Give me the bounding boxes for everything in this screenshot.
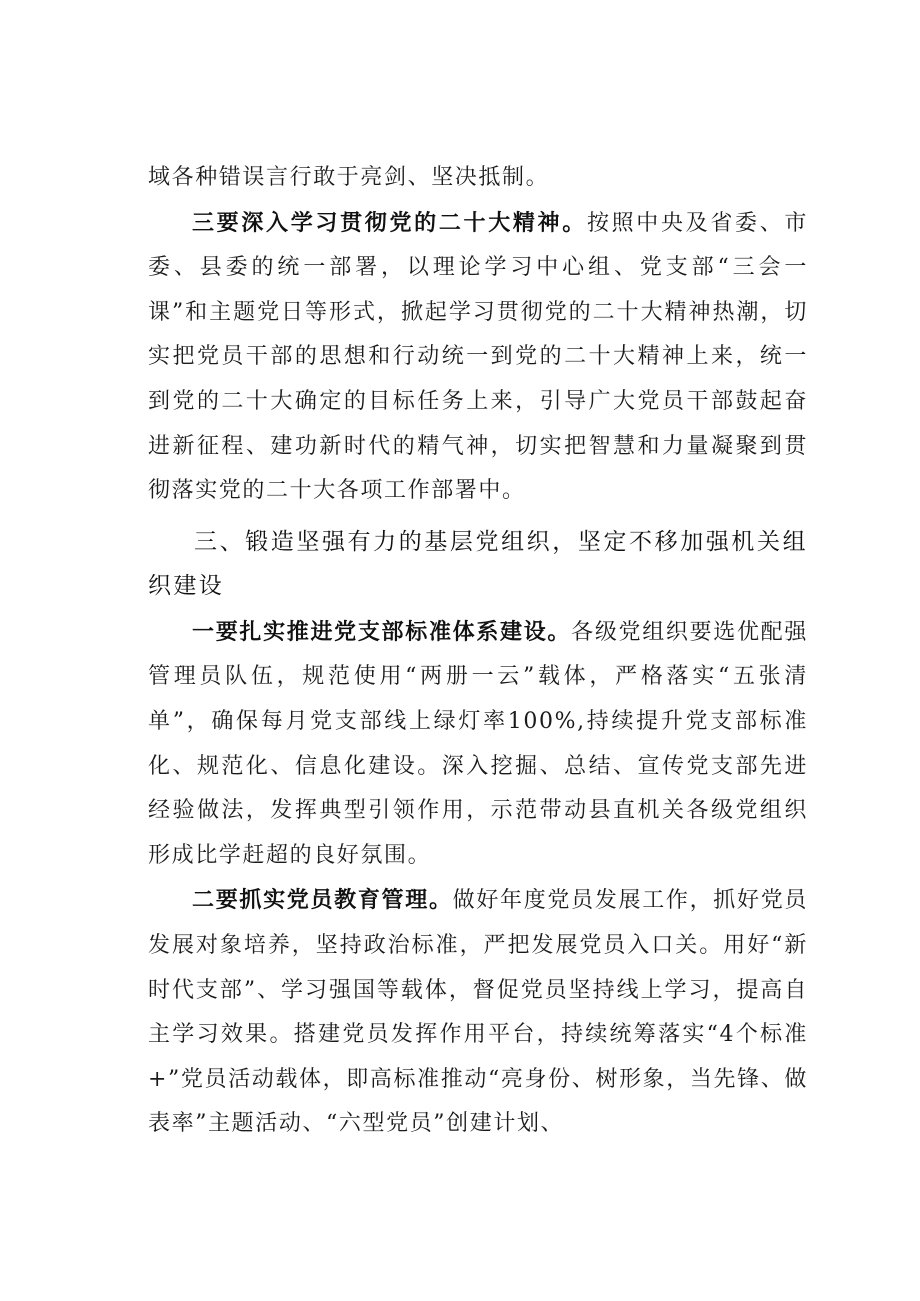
paragraph-lead: 二要抓实党员教育管理。 <box>192 887 453 914</box>
paragraph-text: 各级党组织要选优配强管理员队伍，规范使用“两册一云”载体，严格落实“五张清单”，确保每月党支部线上绿灯率100%,持续提升党支部标准化、规范化、信息化建设。深入挖掘、总结、宣传党支部先进经验做法，发挥典型引领作用，示范带动县直机关各级党组织形成比学赶超的良好氛围。 <box>148 619 808 868</box>
paragraph-lead: 一要扎实推进党支部标准体系建设。 <box>192 618 572 645</box>
paragraph-study-congress-spirit <box>148 201 808 514</box>
paragraph-continuation <box>148 156 808 201</box>
paragraph-text: 做好年度党员发展工作，抓好党员发展对象培养，坚持政治标准，严把发展党员入口关。用好“新时代支部”、学习强国等载体，督促党员坚持线上学习，提高自主学习效果。搭建党员发挥作用平台，持续统筹落实“4个标准+”党员活动载体，即高标准推动“亮身份、树形象，当先锋、做表率”主题活动、“六型党员”创建计划、 <box>148 888 808 1137</box>
paragraph-text: 域各种错误言行敢于亮剑、坚决抵制。 <box>148 165 550 190</box>
document-body <box>148 156 808 1147</box>
paragraph-lead: 三要深入学习贯彻党的二十大精神。 <box>192 209 587 236</box>
paragraph-branch-standards <box>148 610 808 879</box>
paragraph-member-education <box>148 878 808 1147</box>
section-heading: 三、锻造坚强有力的基层党组织，坚定不移加强机关组织建设 <box>148 528 808 599</box>
paragraph-text: 按照中央及省委、市委、县委的统一部署，以理论学习中心组、党支部“三会一课”和主题党日等形式，掀起学习贯彻党的二十大精神热潮，切实把党员干部的思想和行动统一到党的二十大精神上来，统一到党的二十大确定的目标任务上来，引导广大党员干部鼓起奋进新征程、建功新时代的精气神，切实把智慧和力量凝聚到贯彻落实党的二十大各项工作部署中。 <box>148 210 808 504</box>
